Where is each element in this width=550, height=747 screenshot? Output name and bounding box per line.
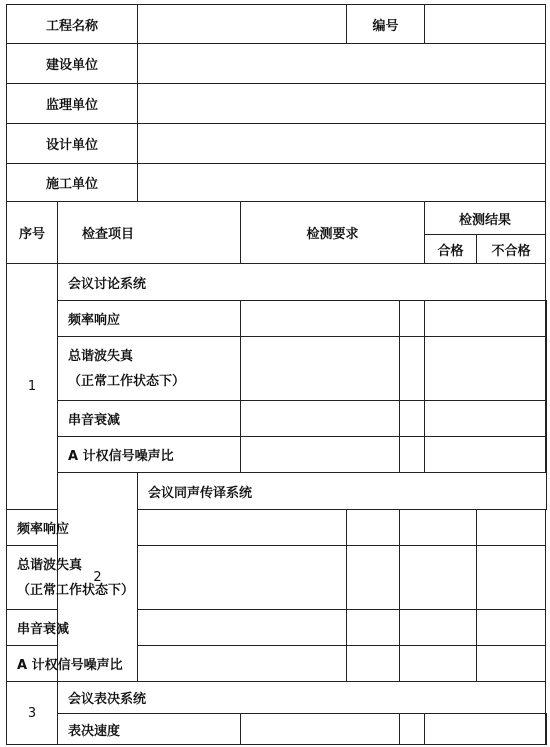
col-seq-header: 序号	[7, 202, 58, 264]
section-row	[7, 473, 547, 510]
table-row	[7, 337, 547, 401]
check-item: A 计权信号噪声比	[58, 437, 241, 473]
section-title: 会议讨论系统	[58, 264, 546, 301]
extra-cell[interactable]	[477, 610, 546, 646]
col-pass-header: 合格	[425, 235, 477, 264]
extra-cell[interactable]	[477, 546, 546, 610]
contractor-field[interactable]	[138, 164, 546, 202]
section-title: 会议表决系统	[58, 682, 546, 714]
fail-cell[interactable]	[425, 401, 546, 437]
pass-cell[interactable]	[400, 401, 425, 437]
project-name-field[interactable]	[138, 5, 347, 44]
fail-cell[interactable]	[400, 610, 477, 646]
section-seq: 2	[58, 473, 138, 682]
extra-cell[interactable]	[546, 301, 547, 337]
design-unit-field[interactable]	[138, 124, 546, 164]
requirement-cell[interactable]	[138, 610, 347, 646]
requirement-cell[interactable]	[241, 301, 400, 337]
supervision-unit-field[interactable]	[138, 84, 546, 124]
table-row	[7, 610, 547, 646]
fail-cell[interactable]	[425, 301, 546, 337]
extra-cell[interactable]	[477, 510, 546, 546]
pass-cell[interactable]	[347, 510, 400, 546]
project-name-row	[7, 5, 547, 44]
section-seq: 1	[7, 264, 58, 510]
check-item: 串音衰减	[58, 401, 241, 437]
extra-cell[interactable]	[546, 337, 547, 401]
section-title: 会议同声传译系统	[138, 473, 547, 510]
fail-cell[interactable]	[425, 337, 546, 401]
table-row	[7, 646, 547, 682]
number-label: 编号	[347, 5, 425, 44]
fail-cell[interactable]	[425, 437, 546, 473]
pass-cell[interactable]	[347, 546, 400, 610]
check-item: 频率响应	[7, 510, 138, 546]
pass-cell[interactable]	[347, 646, 400, 682]
col-item-header: 检查项目	[58, 202, 241, 264]
extra-cell[interactable]	[546, 437, 547, 473]
construction-unit-field[interactable]	[138, 44, 546, 84]
form-table	[6, 4, 547, 745]
requirement-cell[interactable]	[138, 546, 347, 610]
requirement-cell[interactable]	[138, 646, 347, 682]
supervision-unit-label: 监理单位	[7, 84, 138, 124]
check-item	[58, 337, 241, 401]
check-item-line: 总谐波失真	[68, 348, 134, 364]
check-item	[7, 546, 138, 610]
construction-unit-label: 建设单位	[7, 44, 138, 84]
check-item: 表决速度	[58, 714, 241, 745]
contractor-row	[7, 164, 547, 202]
table-row	[7, 301, 547, 337]
check-item-note: （正常工作状态下）	[68, 373, 186, 389]
fail-cell[interactable]	[400, 646, 477, 682]
check-item-line: 总谐波失真	[17, 557, 83, 573]
pass-cell[interactable]	[400, 437, 425, 473]
contractor-label: 施工单位	[7, 164, 138, 202]
construction-unit-row	[7, 44, 547, 84]
table-row	[7, 546, 547, 610]
pass-cell[interactable]	[400, 714, 425, 745]
col-result-header: 检测结果	[425, 202, 546, 235]
number-field[interactable]	[425, 5, 546, 44]
extra-cell[interactable]	[546, 401, 547, 437]
table-row	[7, 714, 547, 745]
table-row	[7, 401, 547, 437]
design-unit-label: 设计单位	[7, 124, 138, 164]
col-requirement-header: 检测要求	[241, 202, 425, 264]
design-unit-row	[7, 124, 547, 164]
extra-cell[interactable]	[477, 646, 546, 682]
section-row	[7, 264, 547, 301]
fail-cell[interactable]	[400, 510, 477, 546]
col-fail-header: 不合格	[477, 235, 546, 264]
check-item: A 计权信号噪声比	[7, 646, 138, 682]
check-item: 串音衰减	[7, 610, 138, 646]
requirement-cell[interactable]	[138, 510, 347, 546]
check-item: 频率响应	[58, 301, 241, 337]
check-item-note: （正常工作状态下）	[17, 582, 135, 598]
table-row	[7, 437, 547, 473]
fail-cell[interactable]	[400, 546, 477, 610]
requirement-cell[interactable]	[241, 337, 400, 401]
pass-cell[interactable]	[400, 337, 425, 401]
requirement-cell[interactable]	[241, 437, 400, 473]
section-row	[7, 682, 547, 714]
requirement-cell[interactable]	[241, 714, 400, 745]
fail-cell[interactable]	[425, 714, 546, 745]
supervision-unit-row	[7, 84, 547, 124]
requirement-cell[interactable]	[241, 401, 400, 437]
table-row	[7, 510, 547, 546]
pass-cell[interactable]	[347, 610, 400, 646]
project-name-label: 工程名称	[7, 5, 138, 44]
section-seq: 3	[7, 682, 58, 745]
column-header-row-1	[7, 202, 547, 235]
pass-cell[interactable]	[400, 301, 425, 337]
extra-cell[interactable]	[546, 714, 547, 745]
